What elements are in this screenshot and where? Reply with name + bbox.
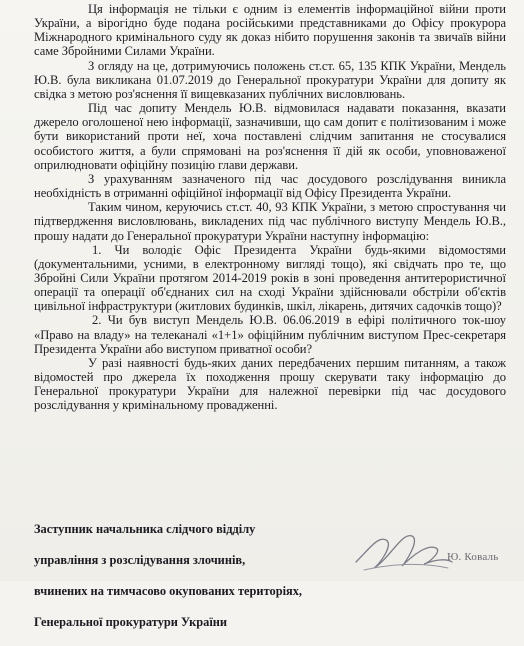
paragraph-request: Таким чином, керуючись ст.ст. 40, 93 КПК України, з метою спростування чи підтвердження висловлювань, викладених під час публічного виступу Мендель Ю.В., прошу надати до Генеральної прокуратури України наступну інформацію: <box>34 200 506 243</box>
list-item-question-1: 1. Чи володіє Офіс Президента України будь-якими відомостями (документальними, усними, в електронному вигляді тощо), які свідчать про те, що Збройні Сили України протягом 2014-2019 років в зоні проведення антитерористичної операції та операції об'єднаних сил на сході України здійснювали обстріли об'єктів цивільної інфраструктури (житлових будинків, шкіл, лікарень, дитячих садочків тощо)? <box>34 242 506 314</box>
signature-title-line: управління з розслідування злочинів, <box>34 552 246 567</box>
signer-name: Ю. Коваль <box>447 551 499 563</box>
signature-title-line: Заступник начальника слідчого відділу <box>34 521 256 536</box>
paragraph-interrogation: Під час допиту Мендель Ю.В. відмовилася надавати показання, вказати джерело оголошеної нею інформації, зазначивши, що сам допит є політизованим і може бути використаний проти неї, хоча поставлені слідчим запитання не стосувалися особистого життя, а були спрямовані на роз'яснення її дій як особи, уповноваженої оприлюдновати офіційну позицію глави держави. <box>34 101 506 172</box>
handwritten-signature <box>350 518 455 578</box>
signature-title-line: вчинених на тимчасово окупованих територіях, <box>34 583 303 598</box>
signature-block-title <box>34 506 302 646</box>
paragraph-closing: У разі наявності будь-яких даних передбачених першим питанням, а також відомостей про джерела їх походження прошу скерувати таку інформацію до Генеральної прокуратури України для належної перевірки під час досудового розслідування у кримінальному провадженні. <box>34 355 506 413</box>
paragraph-necessity: З урахуванням зазначеного під час досудового розслідування виникла необхідність в отриманні офіційної інформації від Офісу Президента України. <box>34 171 506 201</box>
list-item-question-2: 2. Чи був виступ Мендель Ю.В. 06.06.2019 в ефірі політичного ток-шоу «Право на владу» на телеканалі «1+1» офіційним публічним виступом Прес-секретаря Президента України або виступом приватної особи? <box>34 313 506 356</box>
paragraph-summons: З огляду на це, дотримуючись положень ст.ст. 65, 135 КПК України, Мендель Ю.В. була викликана 01.07.2019 до Генеральної прокуратури України для допиту як свідка з метою роз'яснення її вищевказаних публічних висловлювань. <box>34 58 506 101</box>
paragraph-info-war: Ця інформація не тільки є одним із елементів інформаційної війни проти України, а вірогідно буде подана російськими представниками до Офісу прокурора Міжнародного кримінального суду як доказ нібито порушення законів та звичаїв війни саме Збройними Силами України. <box>34 2 506 59</box>
signature-title-line: Генеральної прокуратури України <box>34 614 228 629</box>
